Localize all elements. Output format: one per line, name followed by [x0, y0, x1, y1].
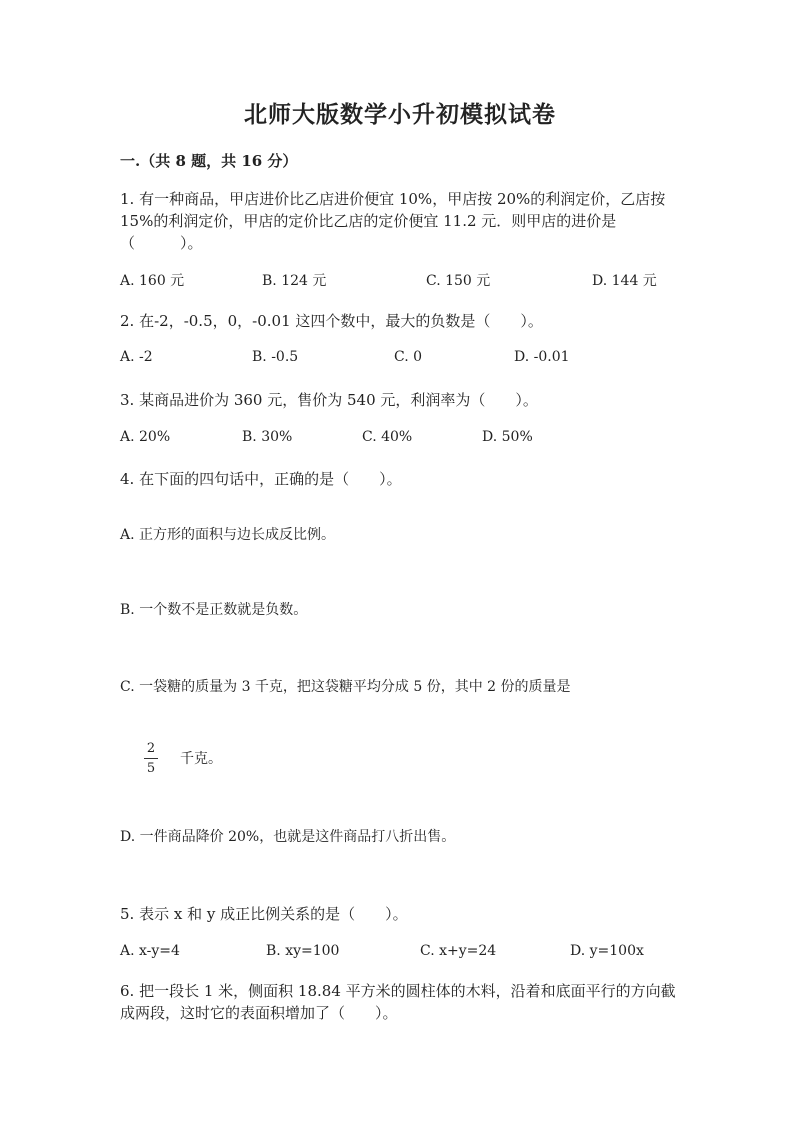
- q4-option-b[interactable]: B. 一个数不是正数就是负数。: [120, 602, 308, 618]
- q4-option-a[interactable]: A. 正方形的面积与边长成反比例。: [120, 527, 336, 543]
- q4-option-d[interactable]: D. 一件商品降价 20%，也就是这件商品打八折出售。: [120, 829, 456, 845]
- question-1-text: 1. 有一种商品，甲店进价比乙店进价便宜 10%，甲店按 20%的利润定价，乙店按 15%的利润定价，甲店的定价比乙店的定价便宜 11.2 元．则甲店的进价是（ ）。: [120, 190, 666, 252]
- question-4-text: 4. 在下面的四句话中，正确的是（ ）。: [120, 470, 402, 488]
- question-2-text: 2. 在-2，-0.5，0，-0.01 这四个数中，最大的负数是（ ）。: [120, 312, 543, 330]
- q1-option-b[interactable]: B. 124 元: [262, 273, 327, 289]
- q1-option-c[interactable]: C. 150 元: [426, 273, 491, 289]
- question-5-text: 5. 表示 x 和 y 成正比例关系的是（ ）。: [120, 905, 408, 923]
- section-heading: 一.（共 8 题，共 16 分）: [120, 152, 298, 170]
- question-6-text: 6. 把一段长 1 米，侧面积 18.84 平方米的圆柱体的木料，沿着和底面平行的方向截成两段，这时它的表面积增加了（ ）。: [120, 982, 676, 1022]
- q5-option-a[interactable]: A. x-y=4: [120, 943, 180, 959]
- q4-option-c[interactable]: C. 一袋糖的质量为 3 千克，把这袋糖平均分成 5 份，其中 2 份的质量是: [120, 679, 571, 695]
- q5-option-d[interactable]: D. y=100x: [570, 943, 644, 959]
- fraction-numerator: 2: [146, 741, 156, 756]
- q4-option-c-suffix: 千克。: [180, 751, 222, 767]
- q5-option-b[interactable]: B. xy=100: [266, 943, 340, 959]
- q3-option-b[interactable]: B. 30%: [242, 429, 293, 445]
- q2-option-b[interactable]: B. -0.5: [252, 349, 299, 365]
- q3-option-d[interactable]: D. 50%: [482, 429, 533, 445]
- page-title: 北师大版数学小升初模拟试卷: [244, 102, 556, 128]
- q1-option-a[interactable]: A. 160 元: [120, 273, 185, 289]
- q1-option-d[interactable]: D. 144 元: [592, 273, 657, 289]
- q5-option-c[interactable]: C. x+y=24: [420, 943, 497, 959]
- q2-option-d[interactable]: D. -0.01: [514, 349, 570, 365]
- q3-option-a[interactable]: A. 20%: [120, 429, 171, 445]
- q2-option-c[interactable]: C. 0: [394, 349, 423, 365]
- fraction-denominator: 5: [146, 761, 156, 776]
- fraction-bar: [144, 758, 158, 759]
- q2-option-a[interactable]: A. -2: [120, 349, 153, 365]
- q3-option-c[interactable]: C. 40%: [362, 429, 413, 445]
- question-3-text: 3. 某商品进价为 360 元，售价为 540 元，利润率为（ ）。: [120, 391, 538, 409]
- fraction-two-fifths: [141, 741, 161, 776]
